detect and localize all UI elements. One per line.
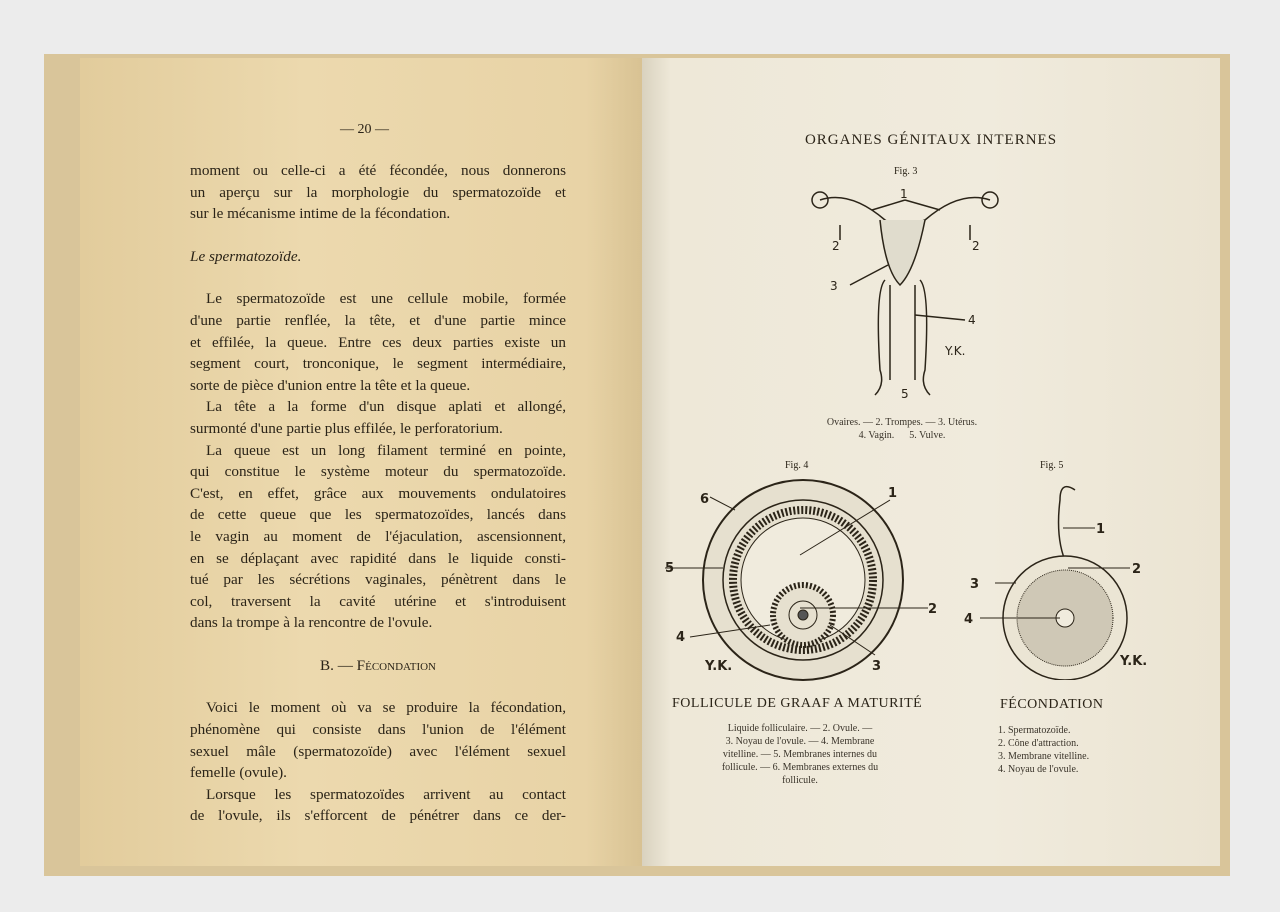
text-line: segment court, tronconique, le segment intermédiaire, (190, 355, 566, 373)
caption-line: 4. Noyau de l'ovule. (998, 764, 1079, 775)
text-line: col, traversent la cavité utérine et s'introduisent (190, 592, 566, 610)
caption-line: 3. Noyau de l'ovule. — 4. Membrane (725, 736, 875, 747)
text-line: moment ou celle-ci a été fécondée, nous donnerons (190, 162, 566, 179)
fig3-marker: 5 (901, 387, 909, 401)
text-line: C'est, en effet, grâce aux mouvements ondulatoires (190, 484, 566, 502)
signature: Y.K. (945, 344, 966, 358)
text-line: sur le mécanisme intime de la fécondation. (190, 205, 451, 223)
fig3-label: Fig. 3 (894, 166, 918, 177)
text-line: et effilée, la queue. Entre ces deux parties existe un (190, 333, 566, 351)
fig4-caption (705, 722, 895, 787)
fig5-marker: 3 (970, 577, 980, 592)
fig5-label: Fig. 5 (1040, 460, 1064, 471)
fig4-marker: 1 (888, 486, 898, 501)
caption-line: Ovaires. — 2. Trompes. — 3. Utérus. (826, 417, 978, 428)
text-line: surmonté d'une partie plus effilée, le perforatorium. (190, 419, 503, 437)
caption-line: 4. Vagin. 5. Vulve. (858, 430, 946, 441)
section-heading: B. — Fécondation (319, 656, 437, 674)
fig4-label: Fig. 4 (785, 460, 809, 471)
caption-line: Liquide folliculaire. — 2. Ovule. — (727, 723, 873, 734)
caption-line: 2. Cône d'attraction. (998, 738, 1079, 749)
page-number: — 20 — (340, 122, 389, 137)
text-line: le vagin au moment de l'éjaculation, ascensionnent, (190, 527, 566, 545)
fig4-marker: 6 (700, 492, 710, 507)
text-line: phénomène qui consiste dans l'union de l'élément (190, 721, 566, 739)
signature: Y.K. (705, 659, 733, 674)
caption-line: follicule. (782, 775, 818, 786)
caption-line: follicule. — 6. Membranes externes du (721, 762, 879, 773)
text-line: La queue est un long filament terminé en pointe, (206, 441, 566, 459)
fig4-marker: 4 (676, 630, 686, 645)
caption-line: 3. Membrane vitelline. (998, 751, 1090, 762)
subheading: Le spermatozoïde. (190, 247, 302, 265)
text-line: Voici le moment où va se produire la fécondation, (206, 699, 566, 717)
text-line: Lorsque les spermatozoïdes arrivent au contact (206, 785, 566, 803)
fecondation-illustration (960, 480, 1160, 680)
fig3-marker: 2 (832, 239, 840, 253)
fig3-marker: 1 (900, 187, 908, 201)
fig5-title: FÉCONDATION (1000, 697, 1104, 712)
text-line: dans la trompe à la rencontre de l'ovule. (190, 614, 433, 632)
text-line: qui constitue le système moteur du spermatozoïde. (190, 463, 566, 481)
text-line: de cette queue que les spermatozoïdes, lancés dans (190, 506, 566, 524)
left-text-column (190, 160, 566, 827)
fig4-marker: 3 (872, 659, 882, 674)
fig3-marker: 2 (972, 239, 980, 253)
signature: Y.K. (1120, 654, 1148, 669)
caption-line: vitelline. — 5. Membranes internes du (722, 749, 878, 760)
fig5-marker: 2 (1132, 562, 1142, 577)
uterus-illustration (800, 180, 1010, 405)
plate-title: ORGANES GÉNITAUX INTERNES (804, 132, 1058, 148)
text-line: en se déplaçant avec rapidité dans le liquide consti- (190, 549, 566, 567)
fig4-marker: 2 (928, 602, 938, 617)
text-line: d'une partie renflée, la tête, et d'une partie mince (190, 311, 566, 329)
fig3-caption (812, 416, 992, 442)
text-line: un aperçu sur la morphologie du spermatozoïde et (190, 183, 566, 201)
fig4-marker: 5 (665, 561, 675, 576)
fig3-marker: 3 (830, 279, 838, 293)
text-line: sorte de pièce d'union entre la tête et la queue. (190, 376, 471, 394)
text-line: Le spermatozoïde est une cellule mobile, formée (206, 290, 566, 308)
fig3-marker: 4 (968, 313, 976, 327)
fig4-title: FOLLICULE DE GRAAF A MATURITÉ (672, 696, 923, 711)
fig5-marker: 1 (1096, 522, 1106, 537)
text-line: femelle (ovule). (190, 764, 287, 782)
caption-line: 1. Spermatozoïde. (998, 725, 1071, 736)
text-line: sexuel mâle (spermatozoïde) avec l'élément sexuel (190, 742, 566, 760)
follicle-illustration (660, 475, 950, 685)
fig5-caption (998, 724, 1089, 776)
text-line: La tête a la forme d'un disque aplati et allongé, (206, 398, 566, 416)
text-line: tué par les sécrétions vaginales, pénètrent dans le (190, 571, 566, 589)
text-line: de l'ovule, ils s'efforcent de pénétrer dans ce der- (190, 807, 566, 825)
fig5-marker: 4 (964, 612, 974, 627)
